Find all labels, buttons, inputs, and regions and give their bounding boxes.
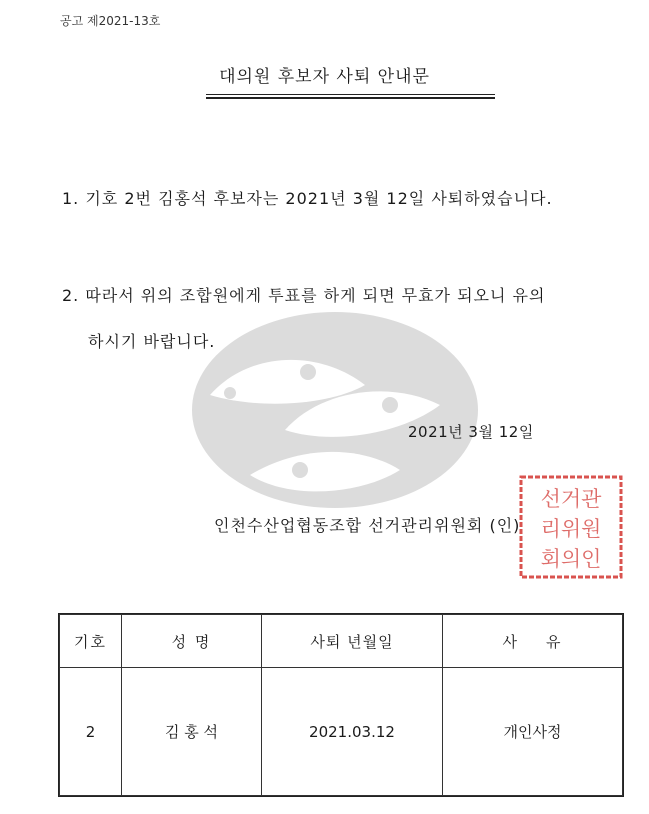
notice-item-2-line-1: 2. 따라서 위의 조합원에게 투표를 하게 되면 무효가 되오니 유의 (62, 286, 546, 305)
table-header-row (60, 615, 623, 668)
svg-text:리위원: 리위원 (540, 517, 602, 541)
cell-name: 김 홍 석 (122, 668, 262, 796)
watermark-logo (190, 310, 480, 510)
page-title: 대의원 후보자 사퇴 안내문 (219, 67, 430, 87)
column-header-number: 기호 (60, 615, 122, 668)
column-header-name: 성 명 (122, 615, 262, 668)
resignation-table (58, 613, 624, 797)
column-header-date: 사퇴 년월일 (262, 615, 443, 668)
table-row (60, 668, 623, 796)
svg-text:선거관: 선거관 (540, 487, 602, 511)
notice-number: 공고 제2021-13호 (60, 14, 161, 28)
notice-date: 2021년 3월 12일 (408, 423, 534, 441)
svg-text:회의인: 회의인 (540, 547, 602, 571)
issuing-organization: 인천수산업협동조합 선거관리위원회 (인) (214, 516, 521, 535)
notice-item-1: 1. 기호 2번 김홍석 후보자는 2021년 3월 12일 사퇴하였습니다. (62, 189, 553, 208)
notice-item-2-line-2: 하시기 바랍니다. (88, 332, 216, 351)
cell-reason: 개인사정 (443, 668, 623, 796)
cell-number: 2 (60, 668, 122, 796)
official-seal (518, 474, 624, 580)
column-header-reason: 사 유 (443, 615, 623, 668)
title-underline (206, 94, 495, 102)
cell-date: 2021.03.12 (262, 668, 443, 796)
